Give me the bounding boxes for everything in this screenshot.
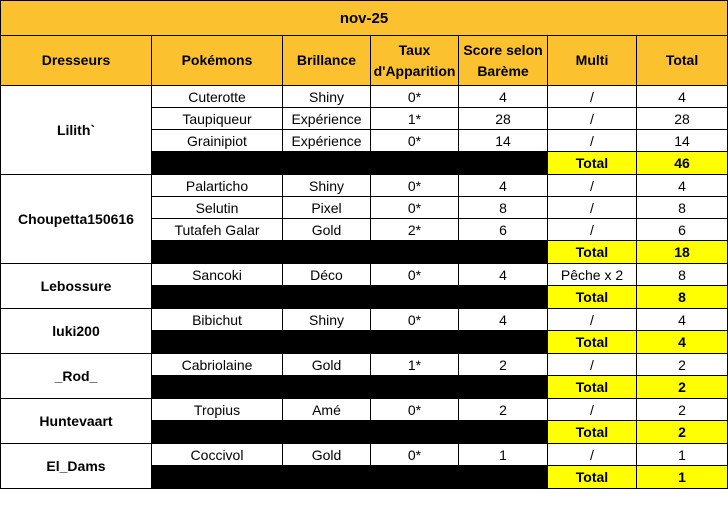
cell-score: 2 [459,399,548,421]
cell-multi: Pêche x 2 [548,264,637,286]
col-header-rate: Taux d'Apparition [371,36,459,86]
cell-multi: / [548,86,637,108]
cell-pokemon: Cabriolaine [152,354,283,376]
cell-total: 2 [637,399,728,421]
cell-multi: / [548,354,637,376]
cell-shine: Shiny [283,86,371,108]
subtotal-label: Total [548,241,637,264]
col-header-total: Total [637,36,728,86]
col-header-shine: Brillance [283,36,371,86]
col-header-score: Score selon Barème [459,36,548,86]
trainer-name: luki200 [1,309,152,354]
cell-multi: / [548,309,637,331]
cell-score: 4 [459,175,548,197]
subtotal-value: 8 [637,286,728,309]
table-row [1,354,728,376]
cell-pokemon: Cuterotte [152,86,283,108]
subtotal-value: 18 [637,241,728,264]
cell-rate: 0* [371,175,459,197]
table-row [1,86,728,108]
table-row [1,399,728,421]
cell-rate: 0* [371,264,459,286]
cell-score: 4 [459,86,548,108]
subtotal-value: 1 [637,466,728,489]
cell-total: 2 [637,354,728,376]
cell-pokemon: Taupiqueur [152,108,283,130]
subtotal-filler [152,421,548,444]
trainer-name: El_Dams [1,444,152,489]
table-title: nov-25 [1,1,728,36]
cell-rate: 0* [371,399,459,421]
cell-pokemon: Sancoki [152,264,283,286]
cell-shine: Gold [283,354,371,376]
cell-pokemon: Selutin [152,197,283,219]
subtotal-value: 46 [637,152,728,175]
cell-shine: Pixel [283,197,371,219]
cell-score: 6 [459,219,548,241]
subtotal-filler [152,241,548,264]
cell-shine: Shiny [283,309,371,331]
cell-rate: 0* [371,444,459,466]
cell-total: 8 [637,264,728,286]
cell-pokemon: Bibichut [152,309,283,331]
cell-score: 8 [459,197,548,219]
col-header-trainer: Dresseurs [1,36,152,86]
cell-score: 2 [459,354,548,376]
cell-rate: 2* [371,219,459,241]
subtotal-label: Total [548,152,637,175]
subtotal-label: Total [548,466,637,489]
subtotal-filler [152,152,548,175]
trainer-name: Huntevaart [1,399,152,444]
subtotal-value: 4 [637,331,728,354]
subtotal-value: 2 [637,376,728,399]
col-header-multi: Multi [548,36,637,86]
cell-multi: / [548,399,637,421]
table-row [1,444,728,466]
col-header-pokemon: Pokémons [152,36,283,86]
cell-pokemon: Tutafeh Galar [152,219,283,241]
cell-multi: / [548,175,637,197]
cell-pokemon: Palarticho [152,175,283,197]
subtotal-value: 2 [637,421,728,444]
subtotal-filler [152,376,548,399]
cell-multi: / [548,197,637,219]
cell-shine: Gold [283,444,371,466]
trainer-name: Lilith` [1,86,152,175]
table-row [1,264,728,286]
cell-score: 28 [459,108,548,130]
cell-pokemon: Coccivol [152,444,283,466]
trainer-name: Lebossure [1,264,152,309]
cell-total: 14 [637,130,728,152]
cell-shine: Shiny [283,175,371,197]
subtotal-label: Total [548,421,637,444]
cell-total: 28 [637,108,728,130]
cell-shine: Déco [283,264,371,286]
subtotal-filler [152,286,548,309]
cell-shine: Gold [283,219,371,241]
cell-multi: / [548,444,637,466]
subtotal-label: Total [548,331,637,354]
cell-rate: 0* [371,197,459,219]
subtotal-label: Total [548,286,637,309]
cell-rate: 1* [371,354,459,376]
cell-total: 6 [637,219,728,241]
cell-total: 8 [637,197,728,219]
cell-rate: 1* [371,108,459,130]
cell-shine: Amé [283,399,371,421]
cell-multi: / [548,130,637,152]
cell-score: 14 [459,130,548,152]
table-row [1,309,728,331]
cell-score: 4 [459,264,548,286]
table-body [1,86,728,489]
cell-score: 1 [459,444,548,466]
cell-total: 1 [637,444,728,466]
cell-total: 4 [637,175,728,197]
cell-rate: 0* [371,130,459,152]
cell-multi: / [548,219,637,241]
subtotal-filler [152,331,548,354]
cell-total: 4 [637,309,728,331]
cell-total: 4 [637,86,728,108]
cell-score: 4 [459,309,548,331]
cell-pokemon: Grainipiot [152,130,283,152]
table-row [1,175,728,197]
trainer-name: _Rod_ [1,354,152,399]
cell-pokemon: Tropius [152,399,283,421]
cell-multi: / [548,108,637,130]
cell-rate: 0* [371,86,459,108]
subtotal-filler [152,466,548,489]
subtotal-label: Total [548,376,637,399]
trainer-name: Choupetta150616 [1,175,152,264]
cell-shine: Expérience [283,130,371,152]
cell-rate: 0* [371,309,459,331]
cell-shine: Expérience [283,108,371,130]
